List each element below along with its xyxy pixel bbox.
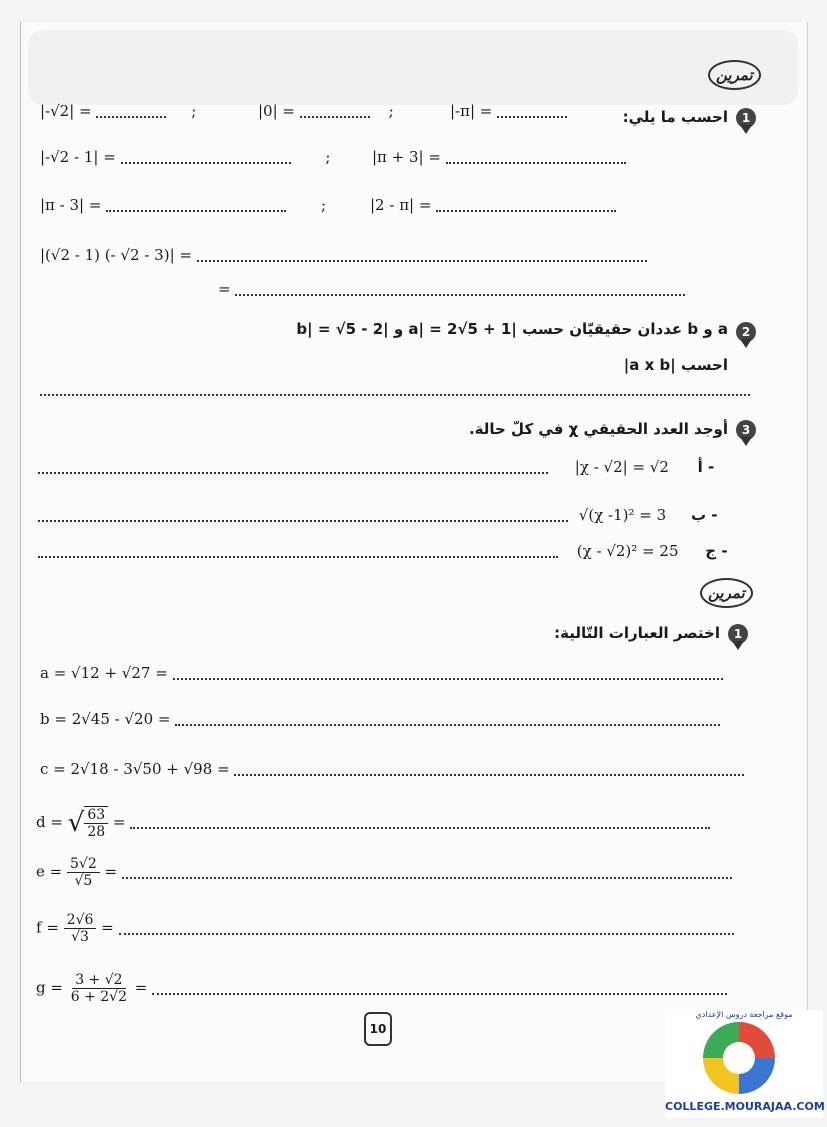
ex1-item-a: |-√2| = ; — [40, 102, 197, 120]
ex1-item-b: |0| = ; — [258, 102, 394, 120]
exercise-label: تمرين — [708, 60, 761, 90]
site-logo[interactable] — [665, 1010, 823, 1118]
ex1-item-e: |π + 3| = — [372, 148, 626, 166]
ex3-instruction: أوجد العدد الحقيقي χ في كلّ حالة. — [468, 420, 728, 438]
ex3-case1: |χ - √2| = √2 أ - — [38, 458, 714, 476]
ex2-number-badge: 2 — [736, 322, 756, 342]
ex4-g: g = $\frac{3 + √2}{6 + 2√2}$ = — [36, 972, 727, 1005]
ex1-item-h: |(√2 - 1) (- √2 - 3)| = — [40, 246, 647, 264]
ex1-item-d: |-√2 - 1| = ; — [40, 148, 331, 166]
ex1-instruction: احسب ما يلي: — [622, 108, 728, 126]
ex2-statement: a و b عددان حقيقيّان حسب |a| = 2√5 + 1 و |b| = √5 - 2 — [296, 320, 728, 338]
header-band — [28, 30, 798, 105]
ex1-item-g: |2 - π| = — [370, 196, 616, 214]
ex2-ask: احسب |a x b| — [623, 356, 728, 374]
logo-arabic-text: موقع مراجعة دروس الإعدادي — [695, 1010, 793, 1019]
ex3-case2: √(χ -1)² = 3 ب - — [38, 506, 718, 524]
logo-url[interactable]: COLLEGE.MOURAJAA.COM — [665, 1100, 825, 1113]
page-number: 10 — [364, 1012, 392, 1046]
ex4-c: c = 2√18 - 3√50 + √98 = — [40, 760, 744, 778]
ex3-number-badge: 3 — [736, 420, 756, 440]
exercise-label-2: تمرين — [700, 578, 753, 608]
ex1-item-f: |π - 3| = ; — [40, 196, 327, 214]
ex4-d: d = √ $\frac{63}{28}$ = — [36, 806, 710, 840]
ex2-answer-line — [40, 380, 750, 398]
ex4-instruction: اختصر العبارات التّالية: — [554, 624, 720, 642]
ex4-a: a = √12 + √27 = — [40, 664, 723, 682]
ex4-f: f = $\frac{2√6}{√3}$ = — [36, 912, 734, 945]
logo-emblem-icon — [703, 1022, 775, 1094]
ex1-item-h2: = — [218, 280, 685, 298]
ex1-number-badge: 1 — [736, 108, 756, 128]
ex4-e: e = $\frac{5√2}{√5}$ = — [36, 856, 732, 889]
ex4-b: b = 2√45 - √20 = — [40, 710, 720, 728]
ex3-case3: (χ - √2)² = 25 ج - — [38, 542, 728, 560]
ex4-number-badge: 1 — [728, 624, 748, 644]
ex1-item-c: |-π| = — [450, 102, 567, 120]
